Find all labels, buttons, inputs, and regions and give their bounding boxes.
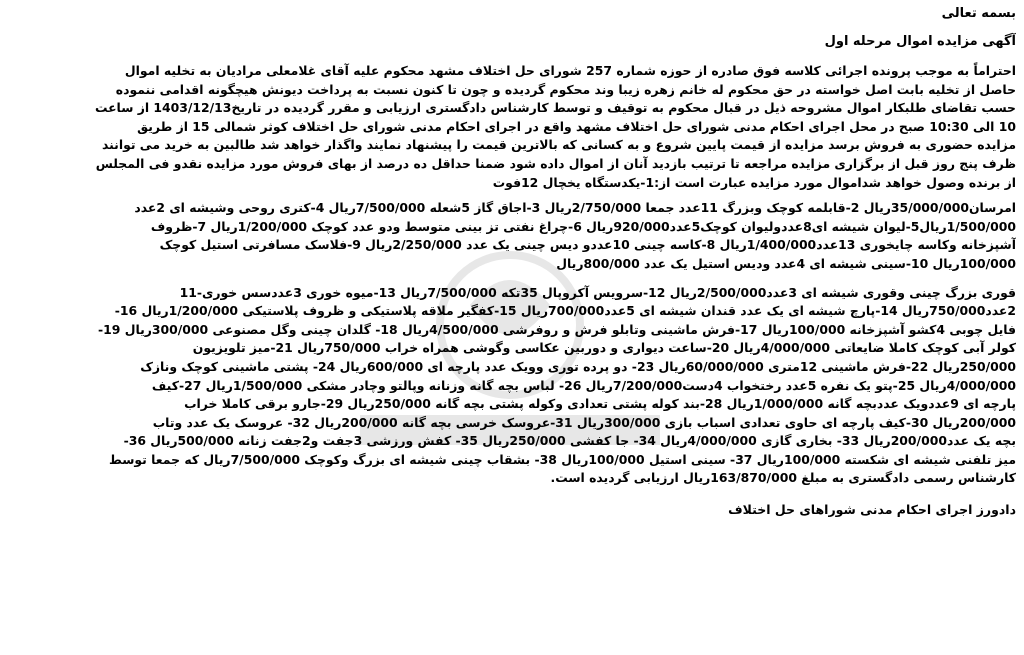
intro-paragraph <box>8 62 1016 192</box>
paragraph-line: امرسان35/000/000ریال 2-قابلمه کوچک وبزرگ 11عدد جمعا 2/750/000ریال 3-اجاق گاز 5شعله 7/500/000ریال 4-کتری روحی وشیشه ای 2عدد <box>134 200 1016 216</box>
paragraph-line: 1/500/000ریال5-لیوان شیشه ای8عددولیوان کوچک5عدد920/000ریال 6-چراغ نفتی تز بینی متوسط ودو عدد کوچک 1/200/000ریال 7-ظروف <box>150 218 1016 234</box>
paragraph-line: حسب تقاضای طلبکار اموال مشروحه ذیل در قبال محکوم به توقیف و توسط کارشناس دادگستری ارزیابی و مقرر گردیده در تاریخ1403/12/13 از ساعت <box>94 100 1016 116</box>
paragraph-line: 4/000/000ریال 25-پتو یک نفره 5عدد رختخواب 4دست7/200/000ریال 26- لباس بچه گانه وزنانه وپالتو وچادر مشکی 1/500/000ریال 27-کیف <box>151 377 1016 393</box>
paragraph-line: احتراماً به موجب پرونده اجرائی کلاسه فوق صادره از حوزه شماره 257 شورای حل اختلاف مشهد محکوم علیه آقای غلامعلی مرادیان به تخلیه اموال <box>124 63 1016 78</box>
paragraph-line: پارچه ای 9عددویک عددبچه گانه 1/000/000ریال 28-بند کوله پشتی تعدادی وکوله پشتی بچه گانه 250/000ریال 29-جارو برقی کاملا خراب <box>184 396 1016 412</box>
paragraph-line: 250/000ریال 22-فرش ماشینی 12متری 60/000/000ریال 23- دو پرده توری وویک عدد پارچه ای 600/000ریال 24- پشتی ماشینی کوچک ونازک <box>140 358 1016 374</box>
signature-line: دادورز اجرای احکام مدنی شوراهای حل اختلاف <box>728 502 1016 518</box>
paragraph-line: بچه یک عدد200/000ریال 33- بخاری گازی 4/000/000ریال 34- جا کفشی 250/000ریال 35- کفش ورزشی 3جفت و2جفت زنانه 500/000ریال 36- <box>123 433 1016 449</box>
paragraph-line: میز تلفنی شیشه ای شکسته 100/000ریال 37- سینی استیل 100/000ریال 38- بشقاب چینی شیشه ای بزرگ وکوچک 7/500/000ریال که جمعا توسط <box>108 451 1016 467</box>
items-paragraph-1 <box>8 199 1016 273</box>
paragraph-line: 200/000ریال 30-کیف پارچه ای حاوی تعدادی اسباب بازی 300/000ریال 31-عروسک خرسی بچه گانه 200/000ریال 32- عروسک یک عدد وتاب <box>152 414 1016 430</box>
paragraph-line: قوری بزرگ چینی وقوری شیشه ای 3عدد2/500/000ریال 12-سرویس آکروپال 35تکه 7/500/000ریال 13-میوه خوری 3عددسس خوری-11 <box>179 284 1016 300</box>
paragraph-line: مزایده حضوری به فروش برسد مزایده از قیمت پایین شروع و به کسانی که بالاترین قیمت را پیشنهاد نمایند واگذار خواهد شد طالبین به خرید می توانند <box>101 137 1016 153</box>
paragraph-line: آشپزخانه وکاسه چایخوری 13عدد1/400/000ریال 8-کاسه چینی 10عددو دیس چینی یک عدد 2/250/000ریال 9-فلاسک مسافرتی استیل کوچک <box>159 237 1016 253</box>
paragraph-line: کارشناس رسمی دادگستری به مبلغ 163/870/000ریال ارزیابی گردیده است. <box>550 470 1016 486</box>
notice-title: آگهی مزایده اموال مرحله اول <box>824 34 1016 49</box>
paragraph-line: 100/000ریال 10-سینی شیشه ای 4عدد ودیس استیل یک عدد 800/000ریال <box>556 255 1016 271</box>
paragraph-line: از برنده وصول خواهد شداموال مورد مزایده عبارت است از:1-یکدستگاه یخچال 12فوت <box>492 174 1016 190</box>
paragraph-line: 2عدد750/000ریال 14-پارچ شیشه ای یک عدد قندان شیشه ای 5عدد700/000ریال 15-کفگیر ملاقه پلاستیکی و ظروف پلاستیکی 1/200/000ریال 16- <box>114 303 1016 319</box>
paragraph-line: ظرف پنج روز قبل از برگزاری مزایده مراجعه تا ترتیب بازدید آنان از اموال داده شود ضمنا حداقل ده درصد از بهای فروش مورد مزایده نقدو فی المجلس <box>95 155 1016 171</box>
items-paragraph-2 <box>8 284 1016 489</box>
paragraph-line: 10 الی 10:30 صبح در محل اجرای احکام مدنی شورای حل اختلاف مشهد واقع در اجرای احکام مدنی شورای حل اختلاف کوثر شمالی 15 از طریق <box>137 118 1016 134</box>
header-invocation: بسمه تعالی <box>941 6 1016 21</box>
paragraph-line: فایل چوبی 4کشو آشپزخانه 100/000ریال 17-فرش ماشینی وتابلو فرش و روفرشی 4/500/000ریال 18- گلدان چینی وگل مصنوعی 300/000ریال 19- <box>98 321 1016 337</box>
paragraph-line: حاصل از تخلیه بابت اصل خواسته در حق محکوم له خانم زهره زیبا وند محکوم گردیده و چون تا کنون نسبت به پرداخت دیونش هیچگونه اقدامی ننموده <box>115 81 1016 97</box>
paragraph-line: کولر آبی کوچک کاملا ضایعاتی 4/000/000ریال 20-ساعت دیواری و دوربین عکاسی وگوشی همراه خراب 750/000ریال 21-میز تلویزیون <box>192 340 1016 356</box>
